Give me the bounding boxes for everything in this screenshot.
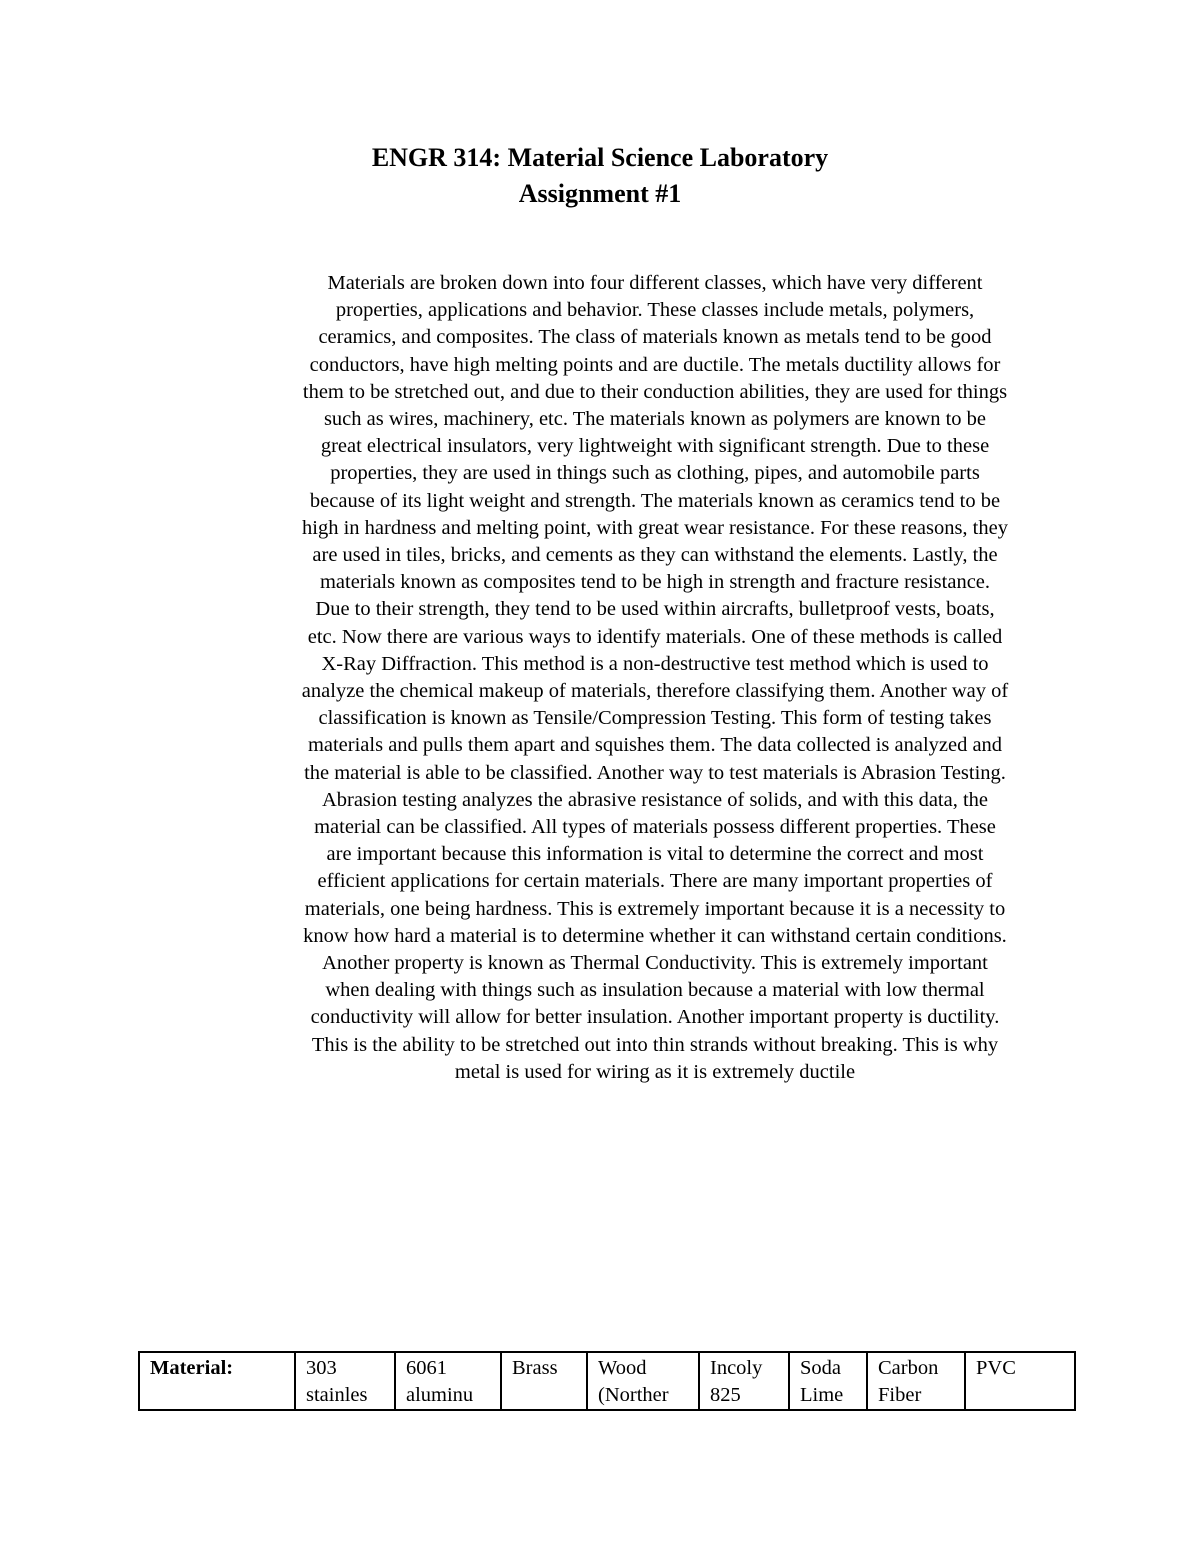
paragraph-line: X-Ray Diffraction. This method is a non-destructive test method which is used to [321, 652, 989, 675]
paragraph-line: properties, they are used in things such as clothing, pipes, and automobile parts [330, 462, 980, 485]
assignment-title: Assignment #1 [518, 179, 682, 208]
paragraph-line: the material is able to be classified. Another way to test materials is Abrasion Testing. [304, 761, 1006, 784]
cell-text: (Norther [598, 1384, 669, 1406]
cell-text: Brass [512, 1357, 558, 1379]
paragraph-line: materials and pulls them apart and squishes them. The data collected is analyzed and [307, 734, 1003, 757]
paragraph-line: etc. Now there are various ways to identify materials. One of these methods is called [307, 625, 1003, 648]
paragraph-line: This is the ability to be stretched out into thin strands without breaking. This is why [311, 1033, 999, 1056]
table-cell [587, 1352, 699, 1410]
paragraph-line: material can be classified. All types of materials possess different properties. These [314, 816, 996, 839]
paragraph-line: high in hardness and melting point, with great wear resistance. For these reasons, they [302, 516, 1008, 539]
document-title [0, 140, 1200, 212]
table-cell [501, 1352, 587, 1410]
paragraph-line: classification is known as Tensile/Compression Testing. This form of testing takes [318, 707, 992, 730]
cell-text: Carbon [878, 1357, 939, 1379]
paragraph-line: materials, one being hardness. This is extremely important because it is a necessity to [304, 897, 1006, 920]
paragraph-line: them to be stretched out, and due to their conduction abilities, they are used for things [302, 380, 1008, 403]
paragraph-line: great electrical insulators, very lightweight with significant strength. Due to these [320, 435, 990, 458]
paragraph-line: Abrasion testing analyzes the abrasive resistance of solids, and with this data, the [321, 788, 989, 811]
paragraph-line: conductors, have high melting points and are ductile. The metals ductility allows for [309, 353, 1001, 376]
cell-text: PVC [976, 1357, 1016, 1379]
paragraph-line: conductivity will allow for better insulation. Another important property is ductility. [310, 1006, 1000, 1029]
paragraph-line: analyze the chemical makeup of materials, therefore classifying them. Another way of [301, 680, 1009, 703]
table-row [139, 1352, 1075, 1410]
cell-text: Wood [598, 1357, 647, 1379]
course-title: ENGR 314: Material Science Laboratory [371, 143, 829, 172]
cell-text: Soda [800, 1357, 841, 1379]
paragraph-line: such as wires, machinery, etc. The materials known as polymers are known to be [323, 408, 987, 431]
cell-text: 303 [306, 1357, 337, 1379]
paragraph-line: materials known as composites tend to be high in strength and fracture resistance. [319, 571, 991, 594]
table-cell [867, 1352, 965, 1410]
cell-text: Fiber [878, 1384, 922, 1406]
paragraph-line: when dealing with things such as insulation because a material with low thermal [325, 979, 985, 1002]
table-cell [699, 1352, 789, 1410]
paragraph-line: Due to their strength, they tend to be used within aircrafts, bulletproof vests, boats, [315, 598, 995, 621]
table-header-cell [139, 1352, 295, 1410]
paragraph-line: ceramics, and composites. The class of materials known as metals tend to be good [318, 326, 992, 349]
cell-text: 825 [710, 1384, 741, 1406]
cell-text: aluminu [406, 1384, 474, 1406]
materials-table [138, 1351, 1076, 1411]
cell-text: 6061 [406, 1357, 447, 1379]
cell-text: Incoly [710, 1357, 763, 1379]
table-cell [395, 1352, 501, 1410]
table-cell [295, 1352, 395, 1410]
body-paragraph [230, 270, 1080, 1086]
paragraph-line: because of its light weight and strength. The materials known as ceramics tend to be [309, 489, 1001, 512]
paragraph-line: efficient applications for certain materials. There are many important properties of [317, 870, 993, 893]
table-cell [789, 1352, 867, 1410]
cell-text: Lime [800, 1384, 844, 1406]
cell-text: stainles [306, 1384, 368, 1406]
paragraph-line: properties, applications and behavior. These classes include metals, polymers, [335, 299, 975, 322]
paragraph-line: are used in tiles, bricks, and cements as they can withstand the elements. Lastly, the [312, 544, 998, 567]
paragraph-line: know how hard a material is to determine whether it can withstand certain conditions. [303, 924, 1007, 947]
paragraph-line: metal is used for wiring as it is extremely ductile [454, 1060, 856, 1083]
table-cell [965, 1352, 1075, 1410]
paragraph-line: are important because this information is vital to determine the correct and most [326, 843, 984, 866]
material-header-label: Material: [150, 1357, 234, 1379]
paragraph-line: Another property is known as Thermal Conductivity. This is extremely important [322, 952, 988, 975]
paragraph-line: Materials are broken down into four different classes, which have very different [327, 272, 983, 294]
